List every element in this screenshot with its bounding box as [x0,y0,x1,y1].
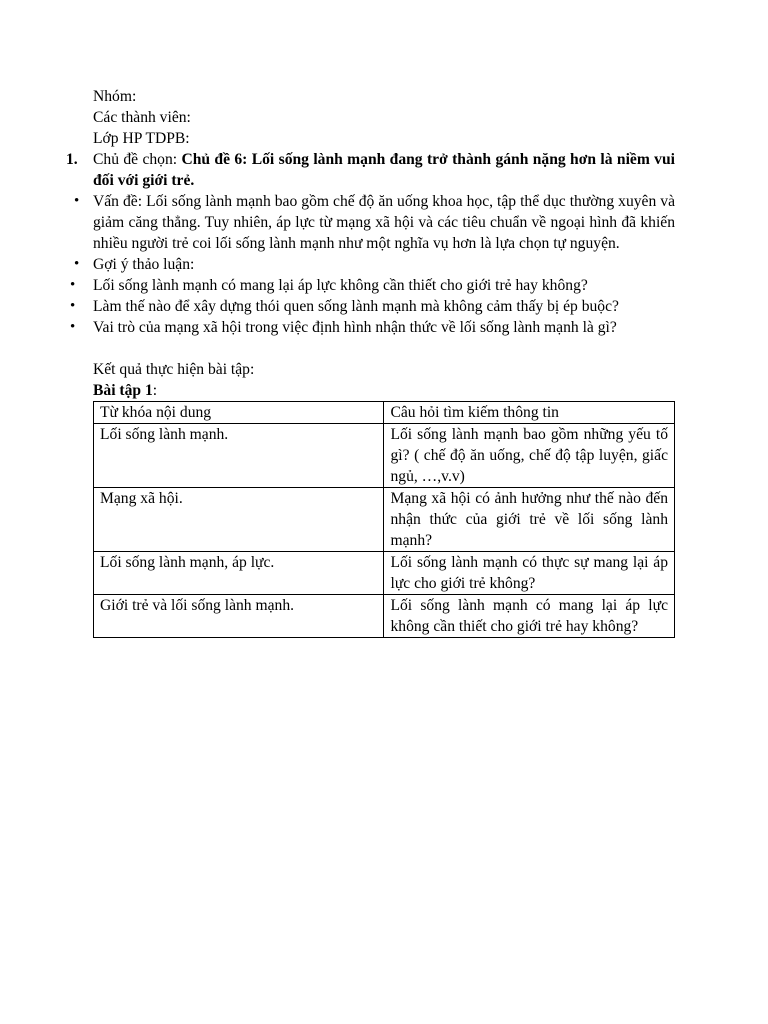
table-header-cell: Câu hỏi tìm kiếm thông tin [384,402,675,424]
table-header-cell: Từ khóa nội dung [94,402,384,424]
table-cell-question: Mạng xã hội có ảnh hưởng như thế nào đến nhận thức của giới trẻ về lối sống lành mạnh? [384,488,675,552]
table-header-row [94,402,675,424]
members-line: Các thành viên: [93,109,191,126]
topic-title: Chủ đề 6: Lối sống lành mạnh đang trở thành gánh nặng hơn là niềm vui đối với giới trẻ. [93,151,675,189]
topic-item [66,149,675,191]
bullet-icon: • [74,193,80,209]
discussion-item-text: Làm thế nào để xây dựng thói quen sống lành mạnh mà không cảm thấy bị ép buộc? [93,298,619,315]
table-row [94,424,675,488]
results-heading: Kết quả thực hiện bài tập: [93,361,255,378]
discussion-label-item [74,254,675,275]
discussion-label: Gợi ý thảo luận: [93,256,195,273]
table-cell-keyword: Lối sống lành mạnh, áp lực. [94,552,384,595]
table-row [94,552,675,595]
table-cell-question: Lối sống lành mạnh có thực sự mang lại áp lực cho giới trẻ không? [384,552,675,595]
exercise-table [93,401,675,638]
table-row [94,488,675,552]
table-cell-keyword: Giới trẻ và lối sống lành mạnh. [94,595,384,638]
bullet-icon: • [70,298,76,314]
table-cell-question: Lối sống lành mạnh có mang lại áp lực không cần thiết cho giới trẻ hay không? [384,595,675,638]
discussion-item-text: Vai trò của mạng xã hội trong việc định hình nhận thức về lối sống lành mạnh là gì? [93,319,617,336]
table-row [94,595,675,638]
issue-item [74,191,675,254]
topic-number: 1. [66,151,78,168]
exercise-colon: : [152,382,158,399]
blank-line [93,338,675,359]
bullet-icon: • [74,256,80,272]
bullet-icon: • [70,277,76,293]
discussion-item [70,296,675,317]
group-line: Nhóm: [93,88,137,105]
topic-prefix: Chủ đề chọn: [93,151,182,168]
class-line: Lớp HP TDPB: [93,130,190,147]
table-cell-question: Lối sống lành mạnh bao gồm những yếu tố gì? ( chế độ ăn uống, chế độ tập luyện, giấc ngủ, …,v.v) [384,424,675,488]
discussion-item [70,317,675,338]
table-cell-keyword: Lối sống lành mạnh. [94,424,384,488]
discussion-item-text: Lối sống lành mạnh có mang lại áp lực không cần thiết cho giới trẻ hay không? [93,277,588,294]
table-cell-keyword: Mạng xã hội. [94,488,384,552]
exercise-heading [93,380,675,401]
issue-text: Vấn đề: Lối sống lành mạnh bao gồm chế độ ăn uống khoa học, tập thể dục thường xuyên và giảm căng thẳng. Tuy nhiên, áp lực từ mạng xã hội và các tiêu chuẩn về ngoại hình đã khiến nhiều người trẻ coi lối sống lành mạnh như một nghĩa vụ hơn là lựa chọn tự nguyện. [93,193,675,252]
bullet-icon: • [70,319,76,335]
discussion-item [70,275,675,296]
document-body [66,86,675,638]
exercise-label: Bài tập 1 [93,382,153,399]
